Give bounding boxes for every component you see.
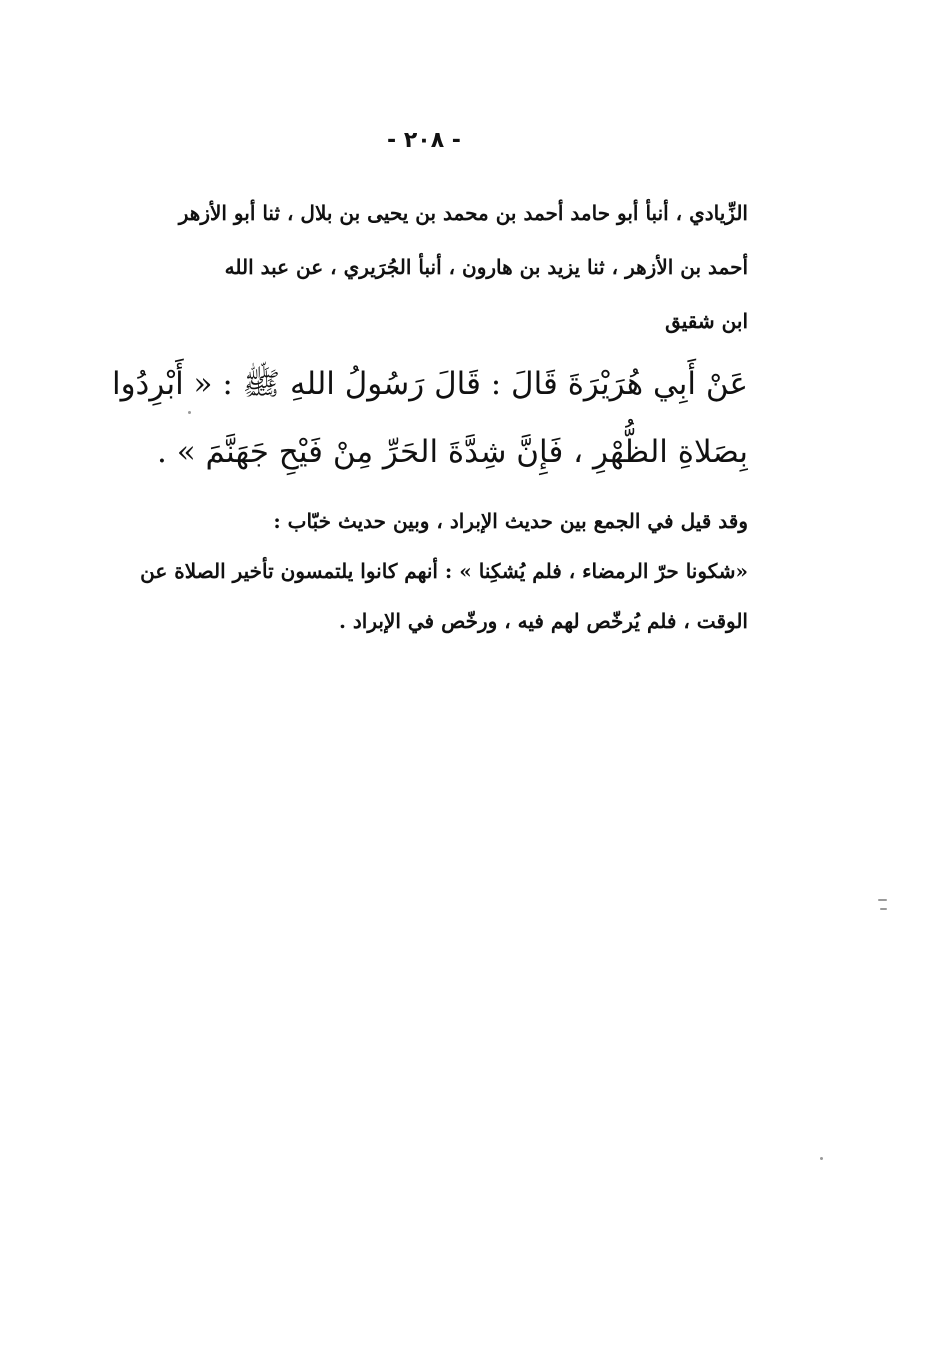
commentary-line-1: وقد قيل في الجمع بين حديث الإبراد ، وبين حديث خبّاب :	[273, 509, 748, 533]
scan-speck	[878, 899, 887, 901]
hadith-line-1: عَنْ أَبِي هُرَيْرَةَ قَالَ : قَالَ رَسُولُ اللهِ ﷺ : « أَبْرِدُوا	[111, 366, 748, 402]
isnad-line-1: الزِّيادي ، أنبأ أبو حامد أحمد بن محمد بن يحيى بن بلال ، ثنا أبو الأزهر	[178, 201, 748, 225]
scan-speck	[820, 1157, 823, 1160]
hadith-text	[98, 350, 748, 486]
hadith-line-2: بِصَلاةِ الظُّهْرِ ، فَإِنَّ شِدَّةَ الحَرِّ مِنْ فَيْحِ جَهَنَّمَ » .	[156, 434, 748, 470]
commentary-line-2: «شكونا حرّ الرمضاء ، فلم يُشكِنا » : أنهم كانوا يلتمسون تأخير الصلاة عن	[140, 559, 748, 583]
page-number: - ٢٠٨ -	[387, 128, 461, 153]
commentary-line-3: الوقت ، فلم يُرخّص لهم فيه ، ورخّص في الإبراد .	[338, 609, 748, 633]
scan-speck	[880, 908, 887, 910]
scan-speck	[188, 411, 191, 414]
isnad-line-3: ابن شقيق	[665, 309, 748, 333]
isnad-line-2: أحمد بن الأزهر ، ثنا يزيد بن هارون ، أنبأ الجُرَيري ، عن عبد الله	[224, 255, 748, 279]
isnad-paragraph	[98, 186, 748, 348]
commentary-paragraph	[98, 496, 748, 646]
